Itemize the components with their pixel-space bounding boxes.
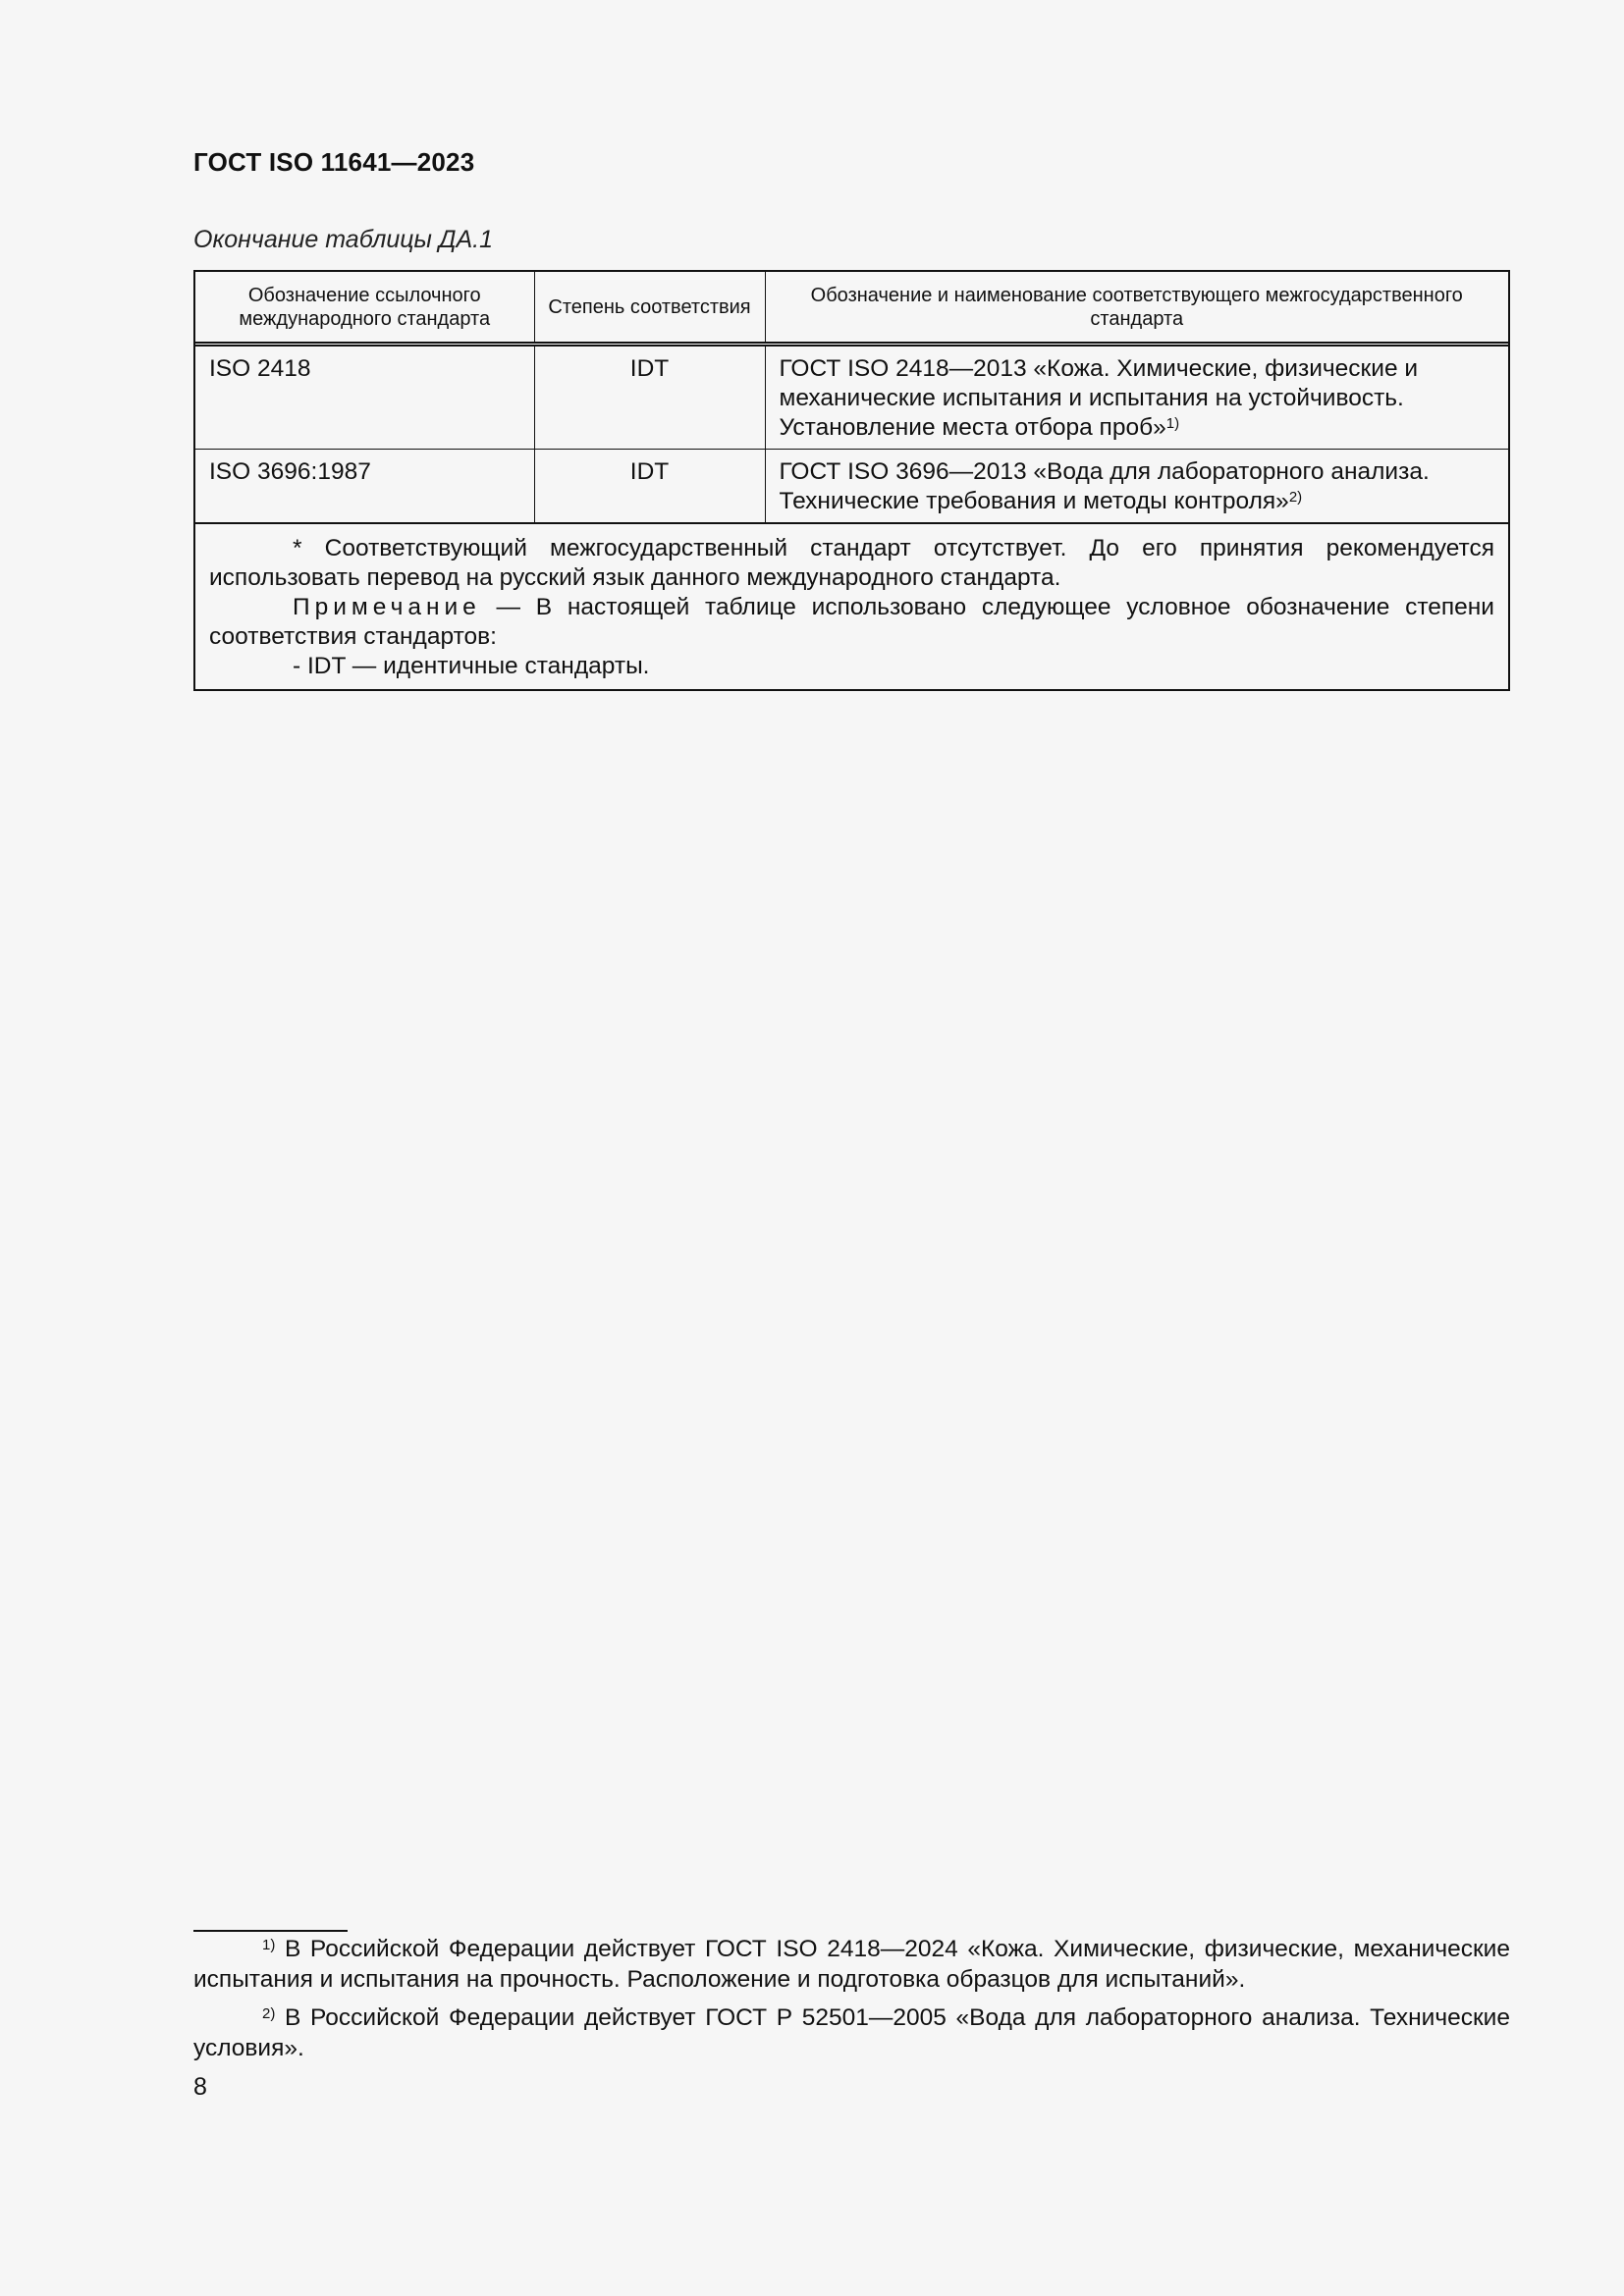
table-note [209, 593, 1494, 652]
cell-degree: IDT [534, 345, 765, 450]
cell-degree: IDT [534, 450, 765, 524]
footnote-text: В Российской Федерации действует ГОСТ ISO 2418—2024 «Кожа. Химические, физические, механические испытания и испытания на прочность. Расположение и подготовка образцов для испытаний». [193, 1936, 1510, 1993]
legend-item: - IDT — идентичные стандарты. [293, 653, 650, 679]
note-text: — В настоящей таблице использовано следующее условное обозначение степени соответствия стандартов: [209, 594, 1494, 650]
column-header-ref: Обозначение ссылочного международного стандарта [195, 272, 534, 345]
table-notes [195, 523, 1508, 689]
cell-ref: ISO 3696:1987 [195, 450, 534, 524]
footnote [193, 1934, 1510, 1995]
cell-name-text: ГОСТ ISO 2418—2013 «Кожа. Химические, физические и механические испытания и испытания на устойчивость. Установление места отбора проб» [779, 355, 1419, 441]
page-number: 8 [193, 2073, 207, 2101]
reference-table [193, 270, 1510, 691]
cell-name [765, 345, 1508, 450]
cell-ref: ISO 2418 [195, 345, 534, 450]
cell-name [765, 450, 1508, 524]
footnote-mark: 1) [1165, 414, 1180, 432]
note-label: Примечание [293, 594, 481, 620]
document-header: ГОСТ ISO 11641—2023 [193, 147, 475, 177]
table-header-row [195, 272, 1508, 345]
footnote-text: В Российской Федерации действует ГОСТ Р 52501—2005 «Вода для лабораторного анализа. Технические условия». [193, 2004, 1510, 2061]
footnote-separator [193, 1930, 348, 1932]
footnote-mark: 2) [1288, 488, 1303, 506]
reference-table-grid [195, 272, 1508, 689]
table-caption: Окончание таблицы ДА.1 [193, 226, 493, 253]
table-row [195, 345, 1508, 450]
asterisk-note: * Соответствующий межгосударственный стандарт отсутствует. До его принятия рекомендуется использовать перевод на русский язык данного международного стандарта. [209, 535, 1494, 591]
footnote-number: 1) [262, 1936, 276, 1953]
column-header-degree: Степень соответствия [534, 272, 765, 345]
table-row [195, 450, 1508, 524]
footnote-number: 2) [262, 2004, 276, 2022]
cell-name-text: ГОСТ ISO 3696—2013 «Вода для лабораторного анализа. Технические требования и методы контроля» [779, 458, 1430, 514]
footnote [193, 2002, 1510, 2063]
table-notes-row [195, 523, 1508, 689]
column-header-name: Обозначение и наименование соответствующего межгосударственного стандарта [765, 272, 1508, 345]
footnotes [193, 1934, 1510, 2071]
